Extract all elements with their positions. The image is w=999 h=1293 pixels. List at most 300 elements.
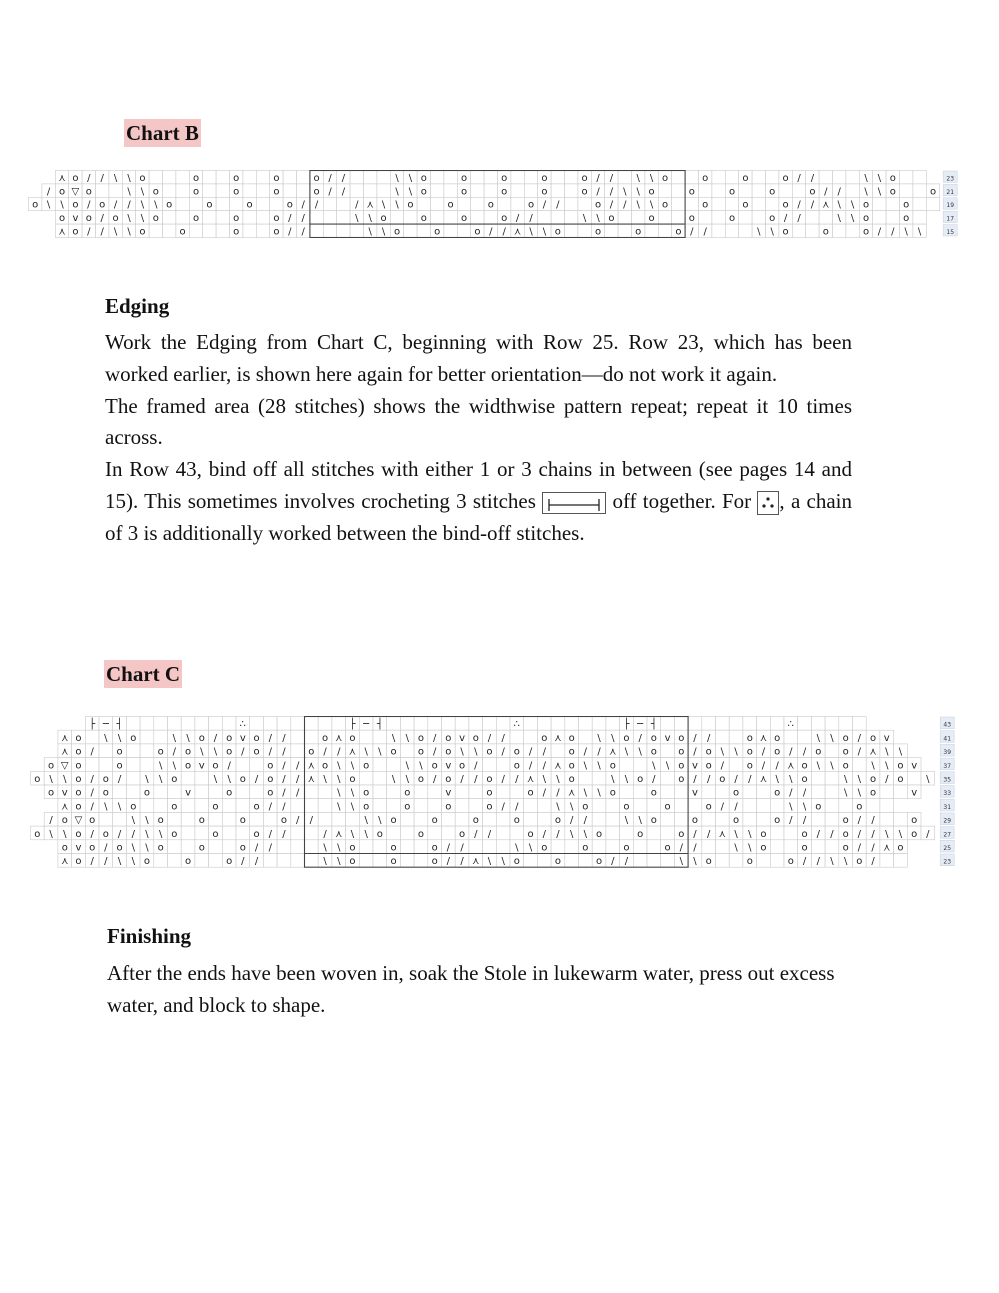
chart-cell	[484, 184, 497, 197]
chart-cell	[592, 799, 606, 813]
chart-symbol: o	[650, 732, 657, 744]
chart-symbol: ─	[363, 719, 370, 731]
chart-symbol: o	[58, 186, 66, 198]
chart-cell	[702, 812, 716, 826]
chart-symbol: /	[254, 774, 259, 785]
chart-symbol: \	[789, 774, 793, 785]
chart-symbol: \	[172, 732, 177, 744]
chart-symbol: /	[268, 732, 272, 744]
chart-cell	[661, 812, 675, 826]
chart-symbol: o	[728, 186, 736, 198]
chart-symbol: o	[746, 856, 753, 868]
chart-cell	[739, 211, 752, 224]
chart-symbol: ├	[349, 719, 356, 731]
chart-symbol: o	[678, 760, 685, 772]
chart-symbol: \	[355, 213, 359, 225]
chart-cell	[900, 184, 913, 197]
chart-symbol: \	[515, 842, 519, 854]
chart-symbol: \	[583, 760, 588, 772]
chart-symbol: o	[376, 828, 383, 840]
chart-symbol: /	[487, 828, 492, 840]
chart-cell	[752, 184, 765, 197]
chart-symbol: /	[446, 856, 451, 868]
chart-cell	[537, 799, 551, 813]
chart-symbol: o	[486, 746, 493, 758]
chart-symbol: \	[850, 199, 855, 211]
chart-symbol: o	[635, 226, 642, 238]
chart-symbol: o	[72, 199, 79, 211]
chart-cell	[880, 812, 894, 826]
chart-symbol: o	[431, 815, 438, 827]
chart-symbol: /	[474, 828, 478, 840]
chart-symbol: v	[459, 732, 466, 744]
chart-symbol: o	[664, 801, 671, 813]
chart-symbol: /	[748, 774, 752, 785]
chart-cell	[633, 840, 647, 854]
chain-three-dots-icon	[757, 491, 779, 515]
chart-symbol: /	[172, 746, 177, 758]
chart-cell	[337, 224, 350, 237]
chart-symbol: /	[301, 199, 305, 211]
row-number: 43	[943, 721, 952, 729]
chart-c-grid	[30, 716, 972, 872]
chart-cell	[414, 717, 428, 731]
chart-cell	[853, 717, 867, 731]
chart-cell	[766, 197, 779, 210]
chart-cell	[126, 785, 140, 799]
chart-symbol: v	[198, 760, 205, 772]
chart-cell	[712, 171, 725, 184]
chart-symbol: /	[288, 226, 292, 238]
chart-cell	[685, 171, 698, 184]
chart-cell	[672, 197, 685, 210]
row-number: 31	[943, 803, 952, 811]
chart-cell	[404, 224, 417, 237]
chart-cell	[688, 799, 702, 813]
chart-cell	[661, 785, 675, 799]
chart-cell	[195, 799, 209, 813]
chart-cell	[373, 771, 387, 785]
chart-symbol: o	[705, 746, 712, 758]
chart-cell	[250, 717, 264, 731]
chart-cell	[350, 171, 363, 184]
chart-symbol: /	[556, 199, 560, 211]
chart-cell	[209, 840, 223, 854]
chart-cell	[195, 826, 209, 840]
chart-symbol: ⋏	[609, 746, 617, 758]
chart-cell	[672, 171, 685, 184]
chart-cell	[297, 171, 310, 184]
chart-cell	[565, 840, 579, 854]
chart-cell	[606, 826, 620, 840]
chart-symbol: ▽	[60, 760, 69, 772]
chart-symbol: o	[47, 787, 55, 799]
chart-symbol: \	[391, 732, 396, 744]
chart-symbol: o	[32, 199, 39, 211]
chart-symbol: /	[529, 213, 533, 225]
chart-cell	[414, 854, 428, 868]
chart-symbol: o	[253, 828, 260, 840]
chart-cell	[510, 730, 524, 744]
chart-symbol: /	[295, 815, 300, 827]
chart-cell	[811, 840, 825, 854]
chart-symbol: o	[609, 787, 616, 799]
chart-symbol: o	[801, 774, 808, 785]
chart-cell	[900, 171, 913, 184]
chart-symbol: ⋏	[718, 828, 727, 840]
chart-symbol: o	[869, 774, 877, 785]
chart-cell	[256, 197, 269, 210]
chart-cell	[203, 184, 216, 197]
chart-symbol: \	[582, 213, 587, 225]
chart-symbol: \	[885, 828, 889, 840]
chart-cell	[880, 785, 894, 799]
chart-symbol: \	[378, 746, 382, 758]
chart-cell	[524, 184, 537, 197]
chart-symbol: ⋏	[759, 732, 768, 744]
chart-cell	[633, 758, 647, 772]
row-number: 19	[946, 202, 955, 210]
chart-symbol: \	[200, 746, 204, 758]
chart-cell	[716, 854, 730, 868]
chart-symbol: /	[706, 732, 711, 744]
chart-cell	[471, 211, 484, 224]
chart-symbol: \	[213, 774, 218, 785]
chart-symbol: \	[127, 213, 131, 225]
chart-symbol: \	[857, 774, 862, 785]
chart-cell	[618, 171, 631, 184]
chart-cell	[825, 812, 839, 826]
chart-symbol: o	[72, 172, 79, 184]
chart-cells	[29, 171, 940, 238]
chart-symbol: o	[420, 213, 427, 225]
chart-cell	[291, 840, 305, 854]
chart-symbol: /	[583, 815, 588, 827]
chart-symbol: \	[337, 774, 341, 785]
chart-symbol: o	[273, 186, 280, 198]
chart-cell	[716, 840, 730, 854]
chart-cell	[291, 799, 305, 813]
chart-symbol: o	[417, 774, 425, 785]
chart-cell	[359, 730, 373, 744]
chart-symbol: /	[87, 172, 91, 184]
chart-cell	[140, 744, 154, 758]
chart-symbol: \	[830, 856, 834, 868]
chart-symbol: o	[903, 213, 910, 225]
chart-symbol: /	[213, 732, 218, 744]
chart-symbol: /	[515, 213, 520, 225]
chart-symbol: ⋏	[787, 760, 795, 772]
chart-symbol: \	[140, 199, 145, 211]
chart-symbol: v	[75, 842, 82, 854]
chart-symbol: \	[131, 856, 135, 868]
row-number: 41	[943, 735, 952, 743]
chart-cell	[770, 854, 784, 868]
chart-symbol: o	[650, 815, 657, 827]
chart-cell	[140, 730, 154, 744]
chart-b	[28, 170, 968, 238]
chart-symbol: o	[911, 828, 918, 840]
chart-cell	[305, 840, 319, 854]
chart-symbol: ⋏	[61, 801, 69, 813]
chart-symbol: ⋏	[307, 774, 316, 785]
chart-symbol: o	[742, 199, 749, 211]
row-number: 33	[943, 790, 952, 798]
chart-cell	[784, 826, 798, 840]
chart-cell	[85, 758, 99, 772]
chart-symbol: \	[501, 856, 505, 868]
chart-symbol: \	[172, 760, 177, 772]
chart-cell	[305, 854, 319, 868]
chart-symbol: \	[624, 815, 629, 827]
chart-symbol: o	[184, 760, 192, 772]
chart-symbol: o	[760, 842, 767, 854]
chart-symbol: o	[267, 760, 274, 772]
chart-symbol: o	[431, 856, 438, 868]
chart-symbol: o	[34, 828, 41, 840]
chart-cell	[729, 854, 743, 868]
chart-cell	[618, 211, 631, 224]
chart-cell	[469, 840, 483, 854]
chart-symbol: o	[688, 186, 695, 198]
chart-symbol: o	[75, 801, 82, 813]
chart-symbol: /	[871, 815, 875, 827]
chart-symbol: o	[541, 732, 548, 744]
chart-symbol: o	[581, 186, 588, 198]
chart-cell	[243, 211, 256, 224]
chart-symbol: o	[527, 199, 535, 211]
chart-symbol: o	[774, 815, 781, 827]
chart-symbol: /	[254, 842, 259, 854]
chart-cell	[373, 785, 387, 799]
chart-symbol: /	[542, 199, 547, 211]
chart-symbol: \	[748, 828, 752, 840]
chart-cell	[551, 717, 565, 731]
chart-symbol: \	[665, 760, 670, 772]
chart-symbol: /	[891, 226, 895, 238]
chart-symbol: /	[282, 801, 286, 813]
chart-symbol: \	[816, 760, 820, 772]
chart-symbol: o	[801, 842, 808, 854]
chart-symbol: o	[321, 732, 329, 744]
chart-symbol: \	[528, 842, 533, 854]
chart-cell	[578, 197, 591, 210]
chart-symbol: /	[623, 199, 627, 211]
chart-cell	[154, 730, 168, 744]
chart-symbol: o	[623, 842, 630, 854]
chart-symbol: o	[541, 842, 548, 854]
chart-symbol: o	[417, 828, 425, 840]
chart-cell	[471, 184, 484, 197]
chart-symbol: \	[113, 226, 118, 238]
chart-symbol: /	[597, 746, 601, 758]
chart-symbol: o	[822, 226, 829, 238]
chart-symbol: /	[596, 172, 600, 184]
chart-cell	[318, 717, 332, 731]
chart-symbol: o	[527, 828, 534, 840]
chart-symbol: o	[801, 828, 808, 840]
chart-cell	[632, 211, 645, 224]
chart-symbol: o	[582, 801, 589, 813]
chart-cell	[647, 840, 661, 854]
chart-cell	[444, 184, 457, 197]
chart-cell	[658, 224, 671, 237]
chart-cell	[332, 717, 346, 731]
chart-cell	[592, 840, 606, 854]
chart-symbol: o	[702, 172, 709, 184]
chart-symbol: o	[75, 760, 82, 772]
chart-cell	[414, 812, 428, 826]
chart-symbol: \	[917, 226, 922, 238]
chart-cell	[256, 224, 269, 237]
chart-symbol: /	[241, 746, 245, 758]
chart-symbol: o	[903, 199, 910, 211]
chart-cell	[743, 812, 757, 826]
chart-symbol: o	[856, 856, 863, 868]
chart-cell	[444, 224, 457, 237]
chart-symbol: /	[282, 828, 286, 840]
chart-cell	[618, 224, 631, 237]
chart-symbol: /	[241, 856, 245, 868]
chart-b-heading: Chart B	[126, 121, 199, 145]
chart-cell	[113, 812, 127, 826]
chart-symbol: ⋏	[348, 746, 357, 758]
chart-cell	[792, 224, 805, 237]
chart-symbol: o	[856, 801, 863, 813]
chart-symbol: \	[364, 815, 368, 827]
chart-cell	[565, 197, 578, 210]
chart-symbol: /	[515, 774, 519, 785]
chart-symbol: /	[556, 828, 560, 840]
chart-symbol: o	[420, 186, 427, 198]
chart-symbol: \	[830, 732, 834, 744]
chart-symbol: o	[233, 226, 240, 238]
chart-symbol: \	[649, 199, 654, 211]
chart-symbol: /	[857, 746, 862, 758]
chart-symbol: \	[323, 774, 327, 785]
chart-cell	[195, 717, 209, 731]
chart-cell	[113, 785, 127, 799]
chart-symbol: o	[99, 199, 106, 211]
chart-symbol: o	[390, 746, 397, 758]
chart-cell	[725, 224, 738, 237]
chart-symbol: ⋏	[869, 746, 877, 758]
chart-cell	[373, 854, 387, 868]
chart-cell	[633, 785, 647, 799]
chart-symbol: /	[837, 186, 841, 198]
chart-cell	[291, 717, 305, 731]
chart-symbol: \	[405, 760, 409, 772]
chart-cell	[176, 211, 189, 224]
chart-symbol: o	[417, 746, 425, 758]
chart-symbol: ⋏	[472, 856, 480, 868]
chart-symbol: o	[75, 828, 82, 840]
chart-cell	[685, 197, 698, 210]
chart-symbol: \	[624, 774, 629, 785]
chart-cell	[126, 771, 140, 785]
chart-symbol: o	[664, 842, 671, 854]
chart-symbol: \	[542, 226, 547, 238]
chart-cell	[457, 224, 470, 237]
chart-symbol: /	[734, 801, 738, 813]
chart-symbol: o	[594, 199, 602, 211]
chart-symbol: o	[139, 172, 146, 184]
chart-symbol: o	[273, 226, 280, 238]
chart-cell	[400, 812, 414, 826]
chart-symbol: ⋏	[58, 226, 66, 238]
chart-symbol: o	[116, 760, 123, 772]
chart-cell	[766, 171, 779, 184]
chart-symbol: o	[267, 774, 274, 785]
chart-cell	[913, 197, 926, 210]
chart-cell	[126, 744, 140, 758]
chart-symbol: o	[661, 172, 669, 184]
chart-cell	[310, 211, 323, 224]
chart-cell	[263, 717, 277, 731]
chart-cell	[250, 812, 264, 826]
chart-symbol: \	[597, 787, 601, 799]
chart-symbol: /	[489, 226, 493, 238]
chart-cell	[606, 812, 620, 826]
chart-cell	[647, 799, 661, 813]
chart-symbol: /	[104, 842, 108, 854]
chart-symbol: \	[158, 760, 163, 772]
chart-symbol: o	[246, 199, 253, 211]
chart-cell	[524, 171, 537, 184]
chart-symbol: o	[226, 856, 233, 868]
chart-cell	[565, 717, 579, 731]
chart-symbol: /	[341, 172, 346, 184]
chart-symbol: ⋏	[366, 199, 374, 211]
chart-cell	[387, 758, 401, 772]
chart-cell	[181, 840, 195, 854]
chart-symbol: v	[691, 760, 698, 772]
chart-symbol: o	[349, 774, 356, 785]
chart-cell	[846, 184, 859, 197]
chart-symbol: \	[693, 856, 697, 868]
chart-symbol: o	[897, 774, 904, 785]
chart-cell	[743, 799, 757, 813]
chart-cell	[806, 224, 819, 237]
chart-symbol: /	[816, 856, 820, 868]
chart-cell	[565, 171, 578, 184]
row-number: 17	[946, 215, 955, 223]
chart-symbol: /	[611, 856, 615, 868]
chart-cell	[757, 717, 771, 731]
chart-cell	[510, 785, 524, 799]
chart-cell	[894, 812, 908, 826]
chart-symbol: o	[157, 842, 164, 854]
chart-symbol: o	[678, 774, 685, 785]
chart-symbol: \	[350, 828, 355, 840]
chart-cell	[442, 717, 456, 731]
chart-symbol: \	[802, 801, 807, 813]
chart-symbol: /	[432, 732, 437, 744]
chart-symbol: o	[75, 787, 82, 799]
chart-symbol: o	[363, 760, 370, 772]
chart-cell	[811, 812, 825, 826]
chart-symbol: o	[472, 732, 479, 744]
chart-cell	[469, 717, 483, 731]
chart-symbol: /	[609, 172, 614, 184]
chart-symbol: o	[112, 213, 119, 225]
chart-symbol: o	[842, 746, 849, 758]
chart-symbol: o	[431, 842, 438, 854]
chart-cell	[209, 785, 223, 799]
chart-symbol: o	[308, 746, 315, 758]
finishing-paragraph: After the ends have been woven in, soak the Stole in lukewarm water, press out excess water, and block to shape.	[107, 961, 835, 1017]
row-number: 29	[943, 817, 952, 825]
